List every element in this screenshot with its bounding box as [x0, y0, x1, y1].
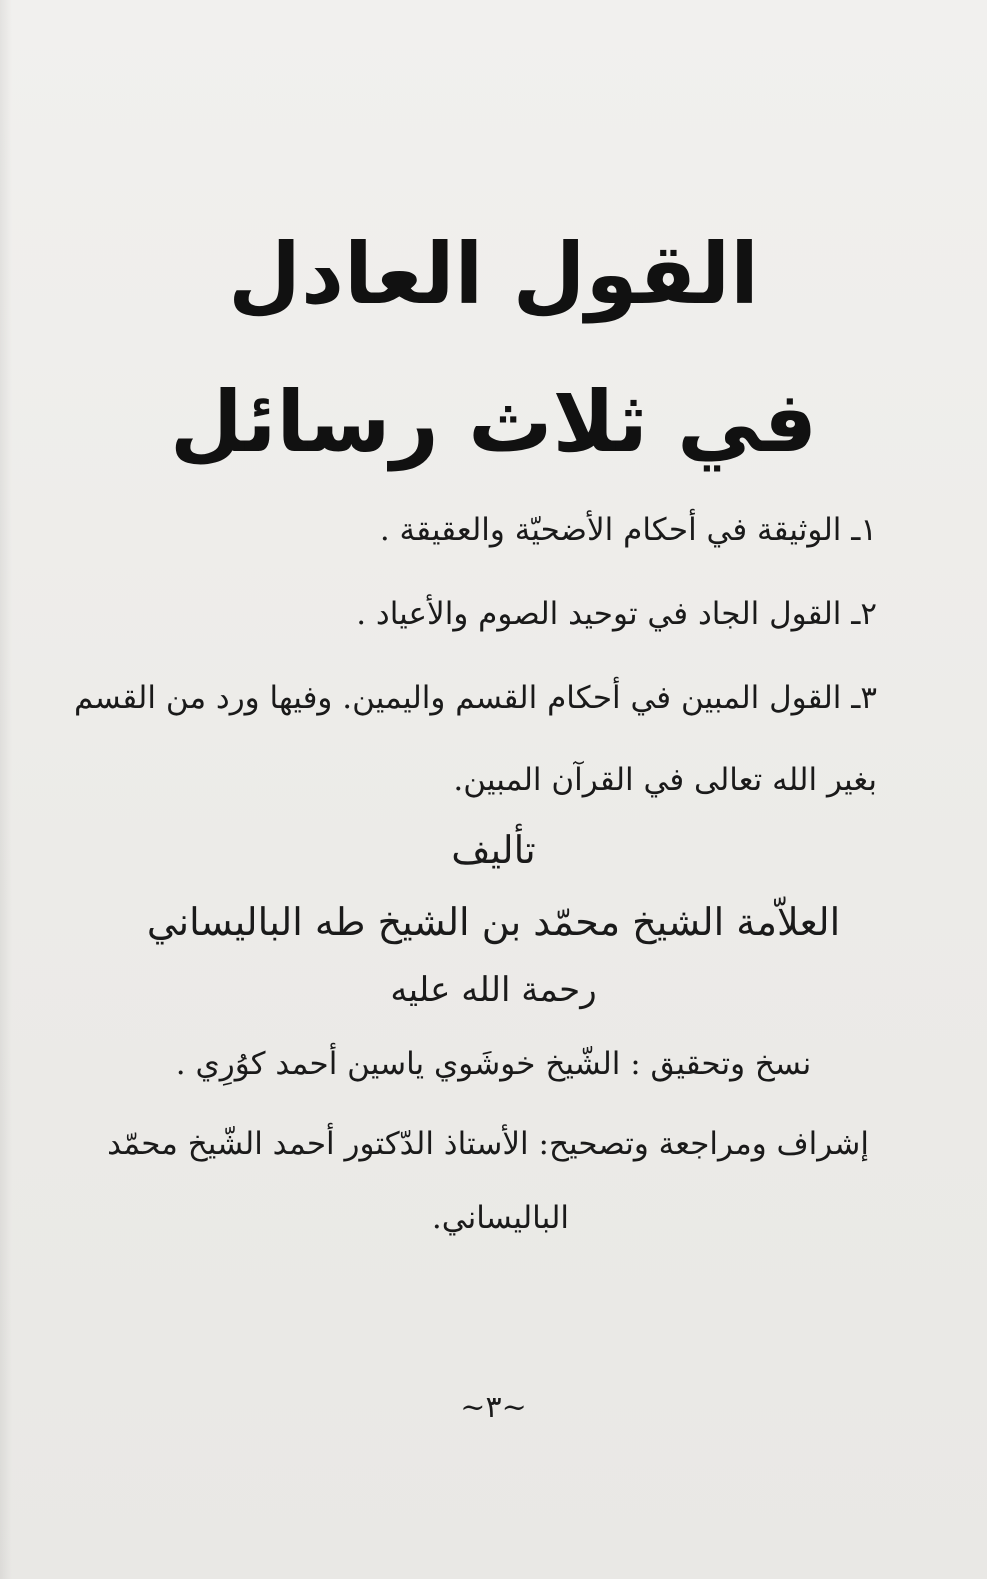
- treatise-item-2: ٢ـ القول الجاد في توحيد الصوم والأعياد .: [356, 596, 877, 632]
- treatise-item-1: ١ـ الوثيقة في أحكام الأضحيّة والعقيقة .: [379, 512, 877, 548]
- author-name: العلاّمة الشيخ محمّد بن الشيخ طه الباليساني: [146, 900, 841, 944]
- copy-verification-credit: نسخ وتحقيق : الشّيخ خوشَوي ياسين أحمد كوُرِي .: [175, 1046, 812, 1082]
- title-line-1: القول العادل: [228, 225, 759, 323]
- author-blessing: رحمة الله عليه: [390, 970, 597, 1010]
- authorship-label: تأليف: [451, 828, 536, 872]
- supervision-credit: إشراف ومراجعة وتصحيح: الأستاذ الدّكتور أحمد الشّيخ محمّد: [107, 1126, 869, 1162]
- title-line-2: في ثلاث رسائل: [169, 373, 818, 471]
- treatise-item-3: ٣ـ القول المبين في أحكام القسم واليمين. وفيها ورد من القسم: [73, 680, 877, 716]
- page-number: ~٣~: [460, 1390, 527, 1425]
- supervision-credit-continuation: الباليساني.: [431, 1200, 569, 1236]
- treatise-item-3-continuation: بغير الله تعالى في القرآن المبين.: [453, 762, 877, 798]
